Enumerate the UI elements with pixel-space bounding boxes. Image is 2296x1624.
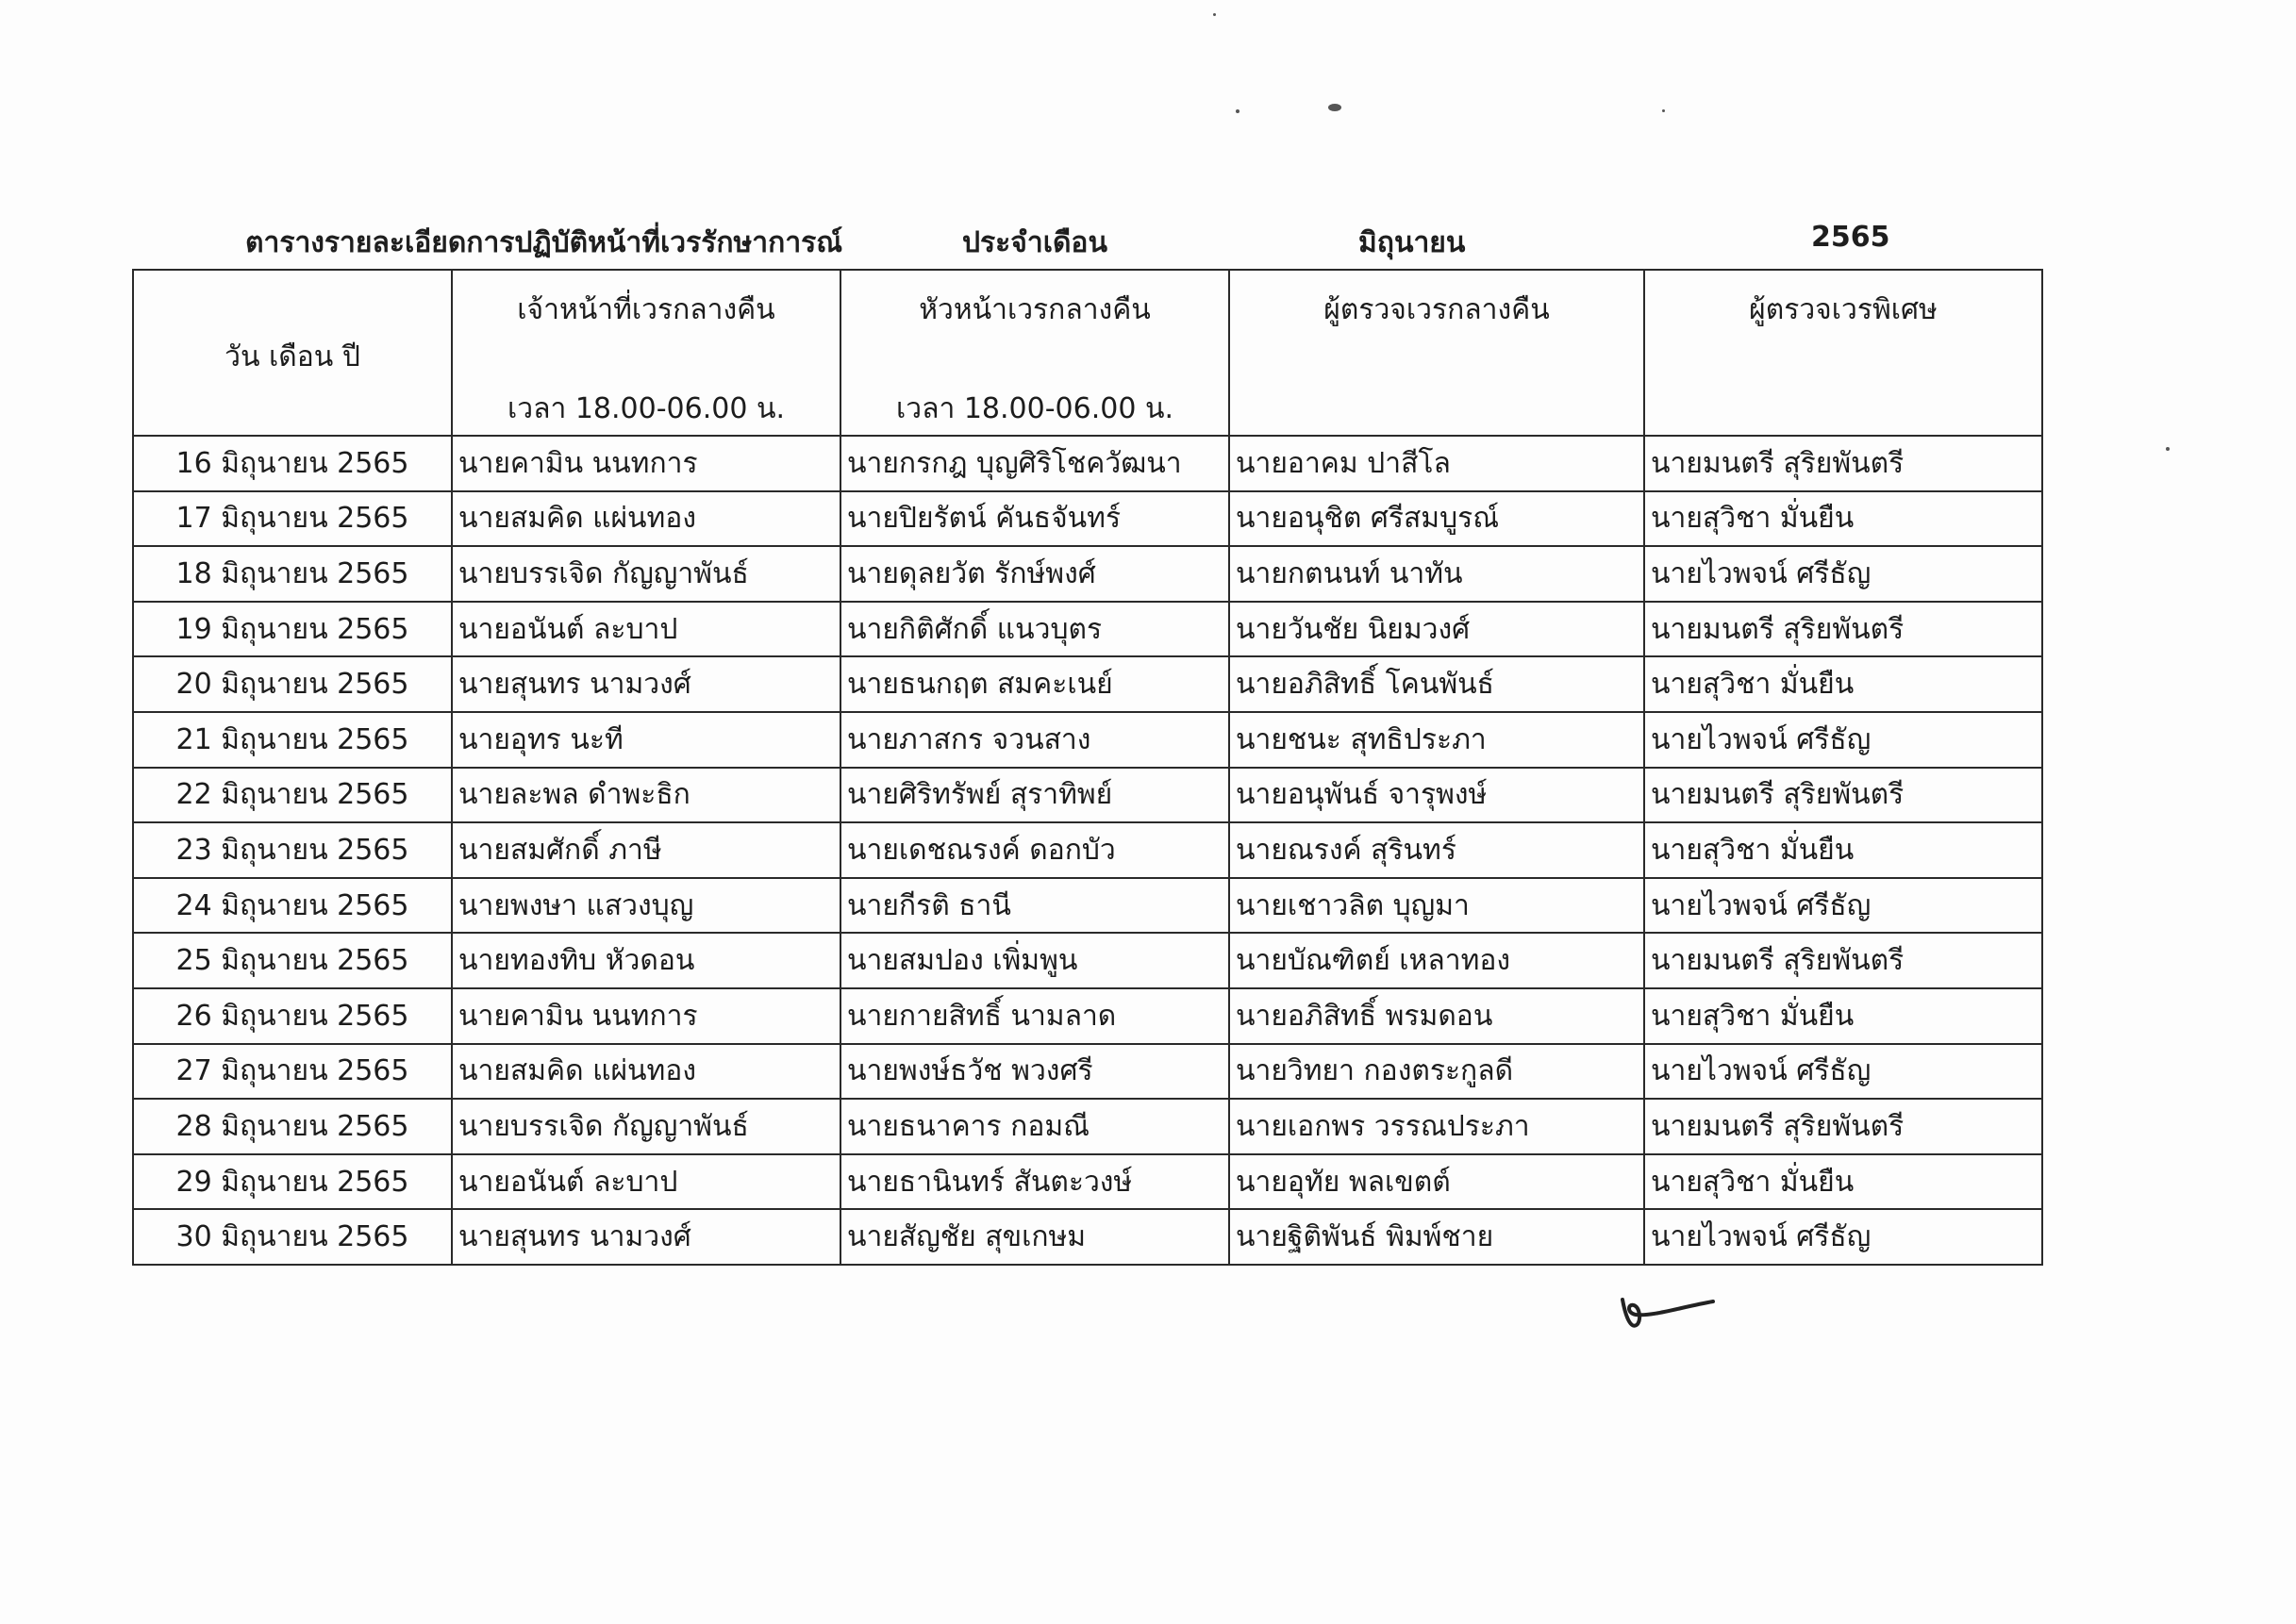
signature-mark: [1615, 1283, 1719, 1339]
date-cell: 18 มิถุนายน 2565: [133, 546, 452, 602]
head-cell: นายธนาคาร กอมณี: [840, 1099, 1229, 1154]
special-cell: นายไวพจน์ ศรีธัญ: [1644, 1044, 2042, 1100]
table-row: [133, 602, 2042, 657]
title-year: 2565: [1811, 221, 1890, 254]
table-row: [133, 656, 2042, 712]
date-cell: 24 มิถุนายน 2565: [133, 878, 452, 934]
scan-speck: [1213, 13, 1216, 16]
head-cell: นายกีรติ ธานี: [840, 878, 1229, 934]
head-cell: นายพงษ์ธวัช พวงศรี: [840, 1044, 1229, 1100]
head-cell: นายธนกฤต สมคะเนย์: [840, 656, 1229, 712]
head-cell: นายกายสิทธิ์ นามลาด: [840, 988, 1229, 1044]
table-row: [133, 933, 2042, 988]
date-cell: 17 มิถุนายน 2565: [133, 491, 452, 547]
inspector-cell: นายอนุพันธ์ จารุพงษ์: [1229, 768, 1644, 823]
header-night-head: หัวหน้าเวรกลางคืน เวลา 18.00-06.00 น.: [840, 270, 1229, 436]
header-date: วัน เดือน ปี: [133, 270, 452, 436]
head-cell: นายกิติศักดิ์ แนวบุตร: [840, 602, 1229, 657]
date-cell: 26 มิถุนายน 2565: [133, 988, 452, 1044]
officer-cell: นายคามิน นนทการ: [452, 988, 840, 1044]
officer-cell: นายบรรเจิด กัญญาพันธ์: [452, 546, 840, 602]
date-cell: 28 มิถุนายน 2565: [133, 1099, 452, 1154]
officer-cell: นายอนันต์ ละบาป: [452, 602, 840, 657]
date-cell: 30 มิถุนายน 2565: [133, 1209, 452, 1265]
inspector-cell: นายเชาวลิต บุญมา: [1229, 878, 1644, 934]
head-cell: นายสัญชัย สุขเกษม: [840, 1209, 1229, 1265]
inspector-cell: นายฐิติพันธ์ พิมพ์ชาย: [1229, 1209, 1644, 1265]
inspector-cell: นายบัณฑิตย์ เหลาทอง: [1229, 933, 1644, 988]
special-cell: นายมนตรี สุริยพันตรี: [1644, 602, 2042, 657]
special-cell: นายมนตรี สุริยพันตรี: [1644, 1099, 2042, 1154]
date-cell: 23 มิถุนายน 2565: [133, 822, 452, 878]
scan-speck: [2166, 447, 2170, 451]
head-cell: นายศิริทรัพย์ สุราทิพย์: [840, 768, 1229, 823]
table-row: [133, 822, 2042, 878]
table-row: [133, 1099, 2042, 1154]
table-row: [133, 1154, 2042, 1210]
inspector-cell: นายอภิสิทธิ์ พรมดอน: [1229, 988, 1644, 1044]
inspector-cell: นายวันชัย นิยมวงศ์: [1229, 602, 1644, 657]
officer-cell: นายสมศักดิ์ ภาษี: [452, 822, 840, 878]
table-row: [133, 436, 2042, 491]
special-cell: นายสุวิชา มั่นยืน: [1644, 1154, 2042, 1210]
date-cell: 16 มิถุนายน 2565: [133, 436, 452, 491]
special-cell: นายสุวิชา มั่นยืน: [1644, 822, 2042, 878]
head-cell: นายกรกฎ บุญศิริโชควัฒนา: [840, 436, 1229, 491]
date-cell: 21 มิถุนายน 2565: [133, 712, 452, 768]
special-cell: นายมนตรี สุริยพันตรี: [1644, 768, 2042, 823]
special-cell: นายสุวิชา มั่นยืน: [1644, 988, 2042, 1044]
table-row: [133, 546, 2042, 602]
table-header-row: [133, 270, 2042, 436]
officer-cell: นายสมคิด แผ่นทอง: [452, 1044, 840, 1100]
table-row: [133, 712, 2042, 768]
header-night-inspector: ผู้ตรวจเวรกลางคืน: [1229, 270, 1644, 436]
table-row: [133, 988, 2042, 1044]
special-cell: นายมนตรี สุริยพันตรี: [1644, 933, 2042, 988]
scan-speck: [1662, 109, 1665, 112]
table-row: [133, 1044, 2042, 1100]
title-month-label: ประจำเดือน: [962, 226, 1107, 259]
officer-cell: นายทองทิบ หัวดอน: [452, 933, 840, 988]
table-row: [133, 768, 2042, 823]
inspector-cell: นายชนะ สุทธิประภา: [1229, 712, 1644, 768]
head-cell: นายปิยรัตน์ คันธจันทร์: [840, 491, 1229, 547]
date-cell: 19 มิถุนายน 2565: [133, 602, 452, 657]
date-cell: 27 มิถุนายน 2565: [133, 1044, 452, 1100]
date-cell: 22 มิถุนายน 2565: [133, 768, 452, 823]
inspector-cell: นายวิทยา กองตระกูลดี: [1229, 1044, 1644, 1100]
officer-cell: นายละพล ดำพะธิก: [452, 768, 840, 823]
date-cell: 20 มิถุนายน 2565: [133, 656, 452, 712]
special-cell: นายไวพจน์ ศรีธัญ: [1644, 546, 2042, 602]
table-row: [133, 491, 2042, 547]
officer-cell: นายอุทร นะที: [452, 712, 840, 768]
inspector-cell: นายณรงค์ สุรินทร์: [1229, 822, 1644, 878]
officer-cell: นายสมคิด แผ่นทอง: [452, 491, 840, 547]
inspector-cell: นายกตนนท์ นาทัน: [1229, 546, 1644, 602]
special-cell: นายไวพจน์ ศรีธัญ: [1644, 712, 2042, 768]
scan-speck: [1328, 104, 1341, 111]
head-cell: นายสมปอง เพิ่มพูน: [840, 933, 1229, 988]
officer-cell: นายคามิน นนทการ: [452, 436, 840, 491]
officer-cell: นายพงษา แสวงบุญ: [452, 878, 840, 934]
date-cell: 25 มิถุนายน 2565: [133, 933, 452, 988]
officer-cell: นายสุนทร นามวงศ์: [452, 1209, 840, 1265]
head-cell: นายดุลยวัต รักษ์พงศ์: [840, 546, 1229, 602]
officer-cell: นายอนันต์ ละบาป: [452, 1154, 840, 1210]
table-row: [133, 1209, 2042, 1265]
header-special-inspector: ผู้ตรวจเวรพิเศษ: [1644, 270, 2042, 436]
special-cell: นายสุวิชา มั่นยืน: [1644, 491, 2042, 547]
special-cell: นายไวพจน์ ศรีธัญ: [1644, 878, 2042, 934]
date-cell: 29 มิถุนายน 2565: [133, 1154, 452, 1210]
inspector-cell: นายอุทัย พลเขตต์: [1229, 1154, 1644, 1210]
officer-cell: นายสุนทร นามวงศ์: [452, 656, 840, 712]
special-cell: นายไวพจน์ ศรีธัญ: [1644, 1209, 2042, 1265]
officer-cell: นายบรรเจิด กัญญาพันธ์: [452, 1099, 840, 1154]
special-cell: นายสุวิชา มั่นยืน: [1644, 656, 2042, 712]
head-cell: นายภาสกร จวนสาง: [840, 712, 1229, 768]
inspector-cell: นายอาคม ปาสีโล: [1229, 436, 1644, 491]
inspector-cell: นายอนุชิต ศรีสมบูรณ์: [1229, 491, 1644, 547]
scan-speck: [1236, 109, 1240, 113]
document-title: [245, 221, 2038, 268]
table-row: [133, 878, 2042, 934]
title-month: มิถุนายน: [1358, 226, 1466, 259]
inspector-cell: นายเอกพร วรรณประภา: [1229, 1099, 1644, 1154]
duty-roster-table: [132, 269, 2043, 1266]
inspector-cell: นายอภิสิทธิ์ โคนพันธ์: [1229, 656, 1644, 712]
head-cell: นายธานินทร์ สันตะวงษ์: [840, 1154, 1229, 1210]
header-night-officer: เจ้าหน้าที่เวรกลางคืน เวลา 18.00-06.00 น.: [452, 270, 840, 436]
special-cell: นายมนตรี สุริยพันตรี: [1644, 436, 2042, 491]
head-cell: นายเดชณรงค์ ดอกบัว: [840, 822, 1229, 878]
title-main: ตารางรายละเอียดการปฏิบัติหน้าที่เวรรักษาการณ์: [245, 226, 843, 259]
